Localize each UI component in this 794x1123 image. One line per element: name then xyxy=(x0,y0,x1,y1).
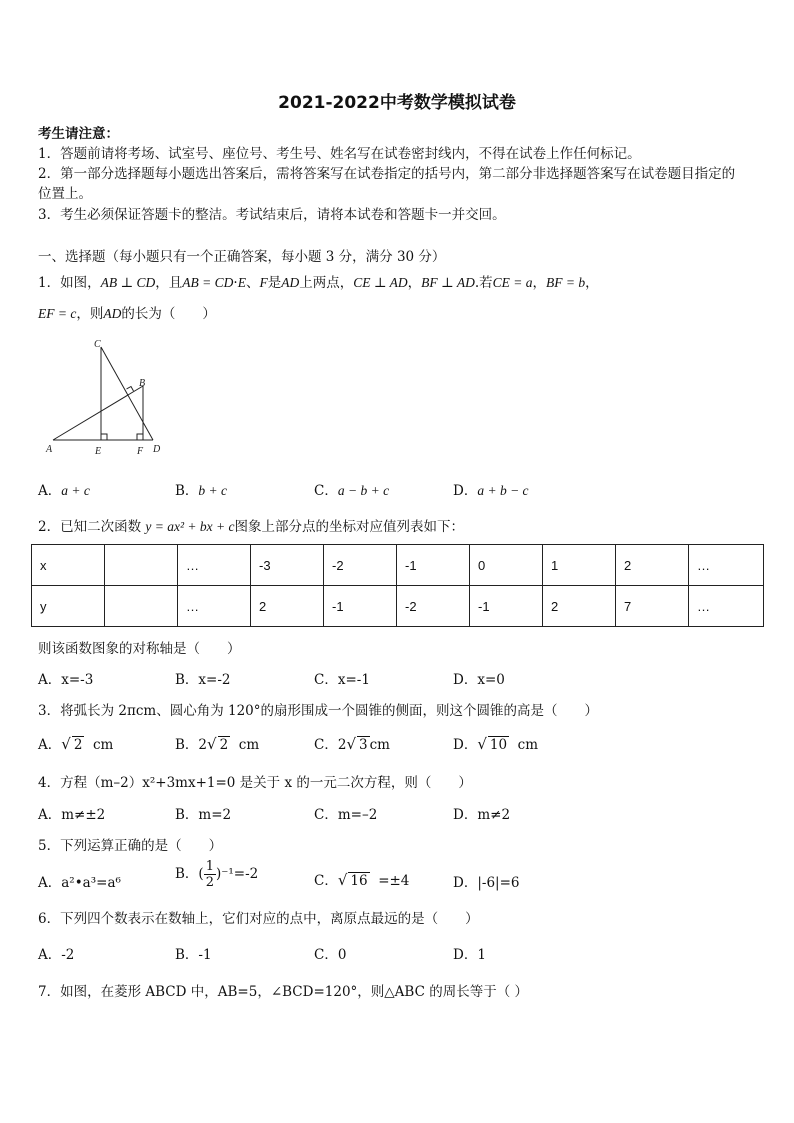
table-cell: … xyxy=(178,586,251,627)
label-a: A xyxy=(46,444,53,455)
q3-option-d: D．√ 10 cm xyxy=(453,735,539,753)
table-cell xyxy=(105,586,178,627)
table-cell: … xyxy=(689,586,764,627)
right-angle-mark-f xyxy=(137,434,143,440)
q2-option-b: B．x=-2 xyxy=(175,672,231,688)
table-row-x xyxy=(32,545,764,586)
table-cell: x xyxy=(32,545,105,586)
notice-heading: 考生请注意： xyxy=(38,126,119,142)
fraction-one-half: $\frac{1}{2}$ xyxy=(205,859,214,890)
table-cell: 0 xyxy=(470,545,543,586)
table-cell: 7 xyxy=(616,586,689,627)
label-e: E xyxy=(95,446,102,457)
section-heading: 一、选择题（每小题只有一个正确答案，每小题 3 分，满分 30 分） xyxy=(38,249,446,265)
table-cell: 2 xyxy=(543,586,616,627)
label-c: C xyxy=(94,339,101,350)
q1-stem-line2: EF = c，则AD的长为（ ） xyxy=(38,306,216,322)
q3-option-c: C．2√ 3 cm xyxy=(314,735,390,753)
q2-stem: 2．已知二次函数 y = ax² + bx + c图象上部分点的坐标对应值列表如下： xyxy=(38,519,464,535)
table-cell: -1 xyxy=(397,545,470,586)
label-b: B xyxy=(139,378,146,389)
q5-stem: 5．下列运算正确的是（ ） xyxy=(38,838,223,854)
q1-option-c: C．a − b + c xyxy=(314,483,390,499)
segment-ab xyxy=(53,386,143,440)
table-cell: 2 xyxy=(616,545,689,586)
right-angle-mark-e xyxy=(101,434,107,440)
exam-title: 2021-2022中考数学模拟试卷 xyxy=(278,93,516,113)
q5-option-a: A．a²•a³=a⁶ xyxy=(38,875,121,891)
q6-option-c: C．0 xyxy=(314,947,347,963)
label-d: D xyxy=(153,444,161,455)
q2-option-c: C．x=-1 xyxy=(314,672,370,688)
q3-option-a: A．√ 2 cm xyxy=(38,735,114,753)
right-angle-mark-ab-cd xyxy=(127,387,134,392)
q1-option-d: D．a + b − c xyxy=(453,483,529,499)
q4-option-c: C．m=–2 xyxy=(314,807,378,823)
table-cell: 2 xyxy=(251,586,324,627)
q2-option-a: A．x=-3 xyxy=(38,672,94,688)
q1-option-b: B．b + c xyxy=(175,483,228,499)
q4-option-a: A．m≠±2 xyxy=(38,807,106,823)
table-cell: 1 xyxy=(543,545,616,586)
q6-option-a: A．-2 xyxy=(38,947,75,963)
label-f: F xyxy=(137,446,144,457)
q2-question: 则该函数图象的对称轴是（ ） xyxy=(38,641,241,657)
q5-option-b: B．( $\frac{1}{2}$ )⁻¹=-2 xyxy=(175,859,259,890)
q5-option-c: C．√ 16 =±4 xyxy=(314,871,410,889)
q4-option-b: B．m=2 xyxy=(175,807,232,823)
table-cell: … xyxy=(178,545,251,586)
notice-item-3: 3．考生必须保证答题卡的整洁。考试结束后，请将本试卷和答题卡一并交回。 xyxy=(38,207,506,223)
table-cell: -3 xyxy=(251,545,324,586)
segment-cd xyxy=(101,347,153,440)
table-cell: -2 xyxy=(397,586,470,627)
table-cell: -1 xyxy=(470,586,543,627)
q6-stem: 6．下列四个数表示在数轴上，它们对应的点中，离原点最远的是（ ） xyxy=(38,911,479,927)
table-cell: … xyxy=(689,545,764,586)
table-row-y xyxy=(32,586,764,627)
q7-stem: 7．如图，在菱形 ABCD 中，AB=5，∠BCD=120°，则△ABC 的周长等于（ ） xyxy=(38,984,528,1000)
q5-option-d: D．|-6|=6 xyxy=(453,875,520,891)
q3-option-b: B．2√ 2 cm xyxy=(175,735,260,753)
q2-option-d: D．x=0 xyxy=(453,672,505,688)
table-cell xyxy=(105,545,178,586)
table-cell: -2 xyxy=(324,545,397,586)
notice-item-2: 2．第一部分选择题每小题选出答案后，需将答案写在试卷指定的括号内，第二部分非选择题答案写在试卷题目指定的 xyxy=(38,166,736,182)
q3-stem: 3．将弧长为 2πcm、圆心角为 120°的扇形围成一个圆锥的侧面，则这个圆锥的高是（ ） xyxy=(38,703,599,719)
table-cell: -1 xyxy=(324,586,397,627)
q2-value-table xyxy=(31,544,764,627)
q1-figure xyxy=(40,335,175,460)
q6-option-b: B．-1 xyxy=(175,947,212,963)
notice-item-2-cont: 位置上。 xyxy=(38,186,92,202)
table-cell: y xyxy=(32,586,105,627)
q1-stem-line1: 1．如图，AB ⊥ CD，且AB = CD·E、F是AD上两点，CE ⊥ AD，BF ⊥ AD.若CE = a，BF = b， xyxy=(38,275,599,291)
q1-option-a: A．a + c xyxy=(38,483,90,499)
notice-item-1: 1．答题前请将考场、试室号、座位号、考生号、姓名写在试卷密封线内，不得在试卷上作任何标记。 xyxy=(38,146,641,162)
q6-option-d: D．1 xyxy=(453,947,486,963)
q4-stem: 4．方程（m–2）x²+3mx+1=0 是关于 x 的一元二次方程，则（ ） xyxy=(38,775,472,791)
q4-option-d: D．m≠2 xyxy=(453,807,511,823)
